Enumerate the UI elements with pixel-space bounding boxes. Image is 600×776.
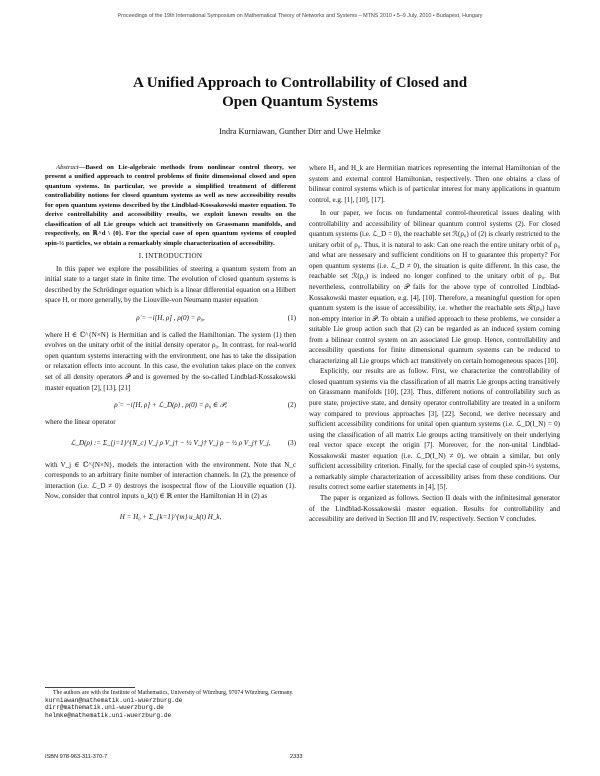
- equation-3-body: ℒ_D(ρ) := Σ_{j=1}^{N_c} V_j ρ V_j† − ½ V_j† V_j ρ − ½ ρ V_j† V_j,: [70, 438, 271, 447]
- email-helmke[interactable]: helmke@mathematik.uni-wuerzburg.de: [45, 711, 172, 719]
- equation-3-number: (3): [287, 438, 296, 447]
- intro-paragraph-3: where the linear operator: [45, 418, 116, 427]
- section-heading-introduction: I. INTRODUCTION: [138, 252, 203, 261]
- equation-1: [45, 309, 296, 327]
- equation-2-number: (2): [287, 401, 296, 410]
- right-paragraph-2: In our paper, we focus on fundamental control-theoretical issues dealing with controllability and accessibility of bilinear quantum control systems (2). For closed quantum systems (i.e. ℒ_D = 0), the reachable set ℛ(ρ₀) of (2) is clearly restricted to the unitary orbit of ρ₀. Thus, it is natural to ask: Can one reach the entire unitary orbit of ρ₀ and what are nessesary and sufficient conditions on H to guarantee this property? For open quantum systems (i.e. ℒ_D ≠ 0), the situation is quite different. In this case, the reachable set ℛ(ρ₀) is indeed no longer confined to the unitary orbit of ρ₀. But nevertheless, controllability on 𝒫 fails for the above type of controlled Lindblad-Kossakowski master equation, e.g. [4], [10]. Therefore, a meaningful question for open quantum system is the issue of accessibility, i.e. whether the reachable sets ℛ(ρ₀) have non-empty interior in 𝒫. To obtain a unified approach to these problems, we consider a suitable Lie group action such that (2) can be regarded as an induced system coming from a bilinear control system on an associated Lie group. Hence, controllability and accessibility questions for finite dimensional quantum systems can be reduced to characterizing all Lie groups which act transitively on certain homogeneous spaces [10].: [309, 209, 560, 365]
- equation-4: [45, 505, 296, 531]
- running-head: Proceedings of the 19th International Symposium on Mathematical Theory of Networks and Systems – MTNS 2010 • 5–9 July, 2010 • Budapest, Hungary: [117, 13, 483, 19]
- equation-4-body: H = H₀ + Σ_{k=1}^{m} u_k(t) H_k,: [119, 512, 222, 521]
- paper-title: [60, 74, 540, 112]
- abstract-label: Abstract: [56, 164, 79, 171]
- title-line-2: Open Quantum Systems: [222, 94, 378, 110]
- email-dirr[interactable]: dirr@mathematik.uni-wuerzburg.de: [45, 704, 164, 712]
- intro-paragraph-1: In this paper we explore the possibilities of steering a quantum system from an initial state to a target state in finite time. The evolution of closed quantum systems is described by the Schrödinger equation which is a linear differential equation on a Hilbert space H, or more generally, by the Liouville-von Neumann master equation: [45, 264, 296, 305]
- equation-1-body: ρ̇ = −i[H, ρ] , ρ(0) = ρ₀,: [136, 313, 205, 322]
- author-list: Indra Kurniawan, Gunther Dirr and Uwe Helmke: [219, 127, 381, 136]
- footnote: [45, 690, 296, 719]
- email-kurniawan[interactable]: kurniawan@mathematik.uni-wuerzburg.de: [45, 697, 183, 705]
- footnote-affiliation: The authors are with the Institute of Mathematics, University of Würzburg, 97074 Würzburg, Germany.: [53, 690, 294, 696]
- equation-2-body: ρ̇ = −i[H, ρ] + ℒ_D(ρ) , ρ(0) = ρ₀ ∈ 𝒫,: [114, 401, 227, 410]
- title-line-1: A Unified Approach to Controllability of Closed and: [132, 75, 468, 91]
- page-number: 2333: [290, 754, 303, 760]
- intro-paragraph-2: where H ∈ ℂ^{N×N} is Hermitian and is called the Hamiltonian. The system (1) then evolves on the unitary orbit of the initial density operator ρ₀. In contrast, for real-world open quantum systems interacting with the environment, one has to take the dissipation or relaxation effects into account. In this case, the evolution takes place on the convex set of all density operators 𝒫 and is governed by the so-called Lindblad-Kossakowski master equation [2], [13], [21]: [45, 330, 296, 392]
- left-column: [45, 163, 296, 534]
- abstract-text: —Based on Lie-algebraic methods from nonlinear control theory, we present a unified approach to control problems of finite dimensional closed and open quantum systems. In particular, we provide a simplified treatment of different controllability notions for closed quantum systems as well as new accessibility results for open quantum systems described by the Lindblad-Kossakowski master equation. To derive controllability and accessibility results, we exploit known results on the classification of all Lie groups which act transitively on Grassmann manifolds, and respectively, on ℝ^d \ {0}. For the special case of open quantum systems of coupled spin-½ particles, we obtain a remarkably simple characterization of accessibility.: [45, 164, 296, 247]
- equation-3: [45, 431, 296, 457]
- intro-paragraph-4: with V_j ∈ ℂ^{N×N}, models the interaction with the environment. Note that N_c corresponds to an arbitrary finite number of interaction channels. In (2), the presence of interaction (i.e. ℒ_D ≠ 0) destroys the isospectral flow of the Liouville equation (1). Now, consider that control inputs u_k(t) ∈ ℝ enter the Hamiltonian H in (2) as: [45, 460, 296, 501]
- right-paragraph-4: The paper is organized as follows. Section II deals with the infinitesimal generator of the Lindblad-Kossakowski master equation. Results for controllability and accessibility are derived in Section III and IV, respectively. Section V concludes.: [309, 493, 560, 524]
- footnote-rule: [45, 687, 135, 688]
- equation-1-number: (1): [287, 313, 296, 322]
- right-column: [309, 163, 560, 525]
- isbn: ISBN 978-963-311-370-7: [45, 754, 108, 760]
- equation-2: [45, 396, 296, 414]
- right-paragraph-3: Explicitly, our results are as follow. First, we characterize the controllability of closed quantum systems via the classification of all matrix Lie groups acting transitively on Grassmann manifolds [10], [23]. Thus, different notions of controllability such as pure state, projective state, and density operator controllability are treated in a uniform way compared to previous approaches [3], [22]. Second, we derive necessary and sufficient accessibility conditions for unital open quantum systems (i.e. ℒ_D(I_N) = 0) using the classification of all matrix Lie groups acting transitively on their underlying real vector space except the origin [7]. Moreover, for the non-unital Lindblad-Kossakowski master equation (i.e. ℒ_D(I_N) ≠ 0), we obtain a similar, but only sufficient accessibility criterion. Finally, for the special case of coupled spin-½ systems, a remarkably simple characterization of accessibility arises from these conditions. Our results correct some earlier statements in [4], [5].: [309, 367, 560, 492]
- right-paragraph-1: where H₀ and H_k are Hermitian matrices representing the internal Hamiltonian of the system and external control Hamiltonian, respectively. Then one obtains a class of bilinear control systems which is of particular interest for many applications in quantum control, e.g. [1], [10], [17].: [309, 164, 560, 204]
- abstract: [45, 163, 296, 248]
